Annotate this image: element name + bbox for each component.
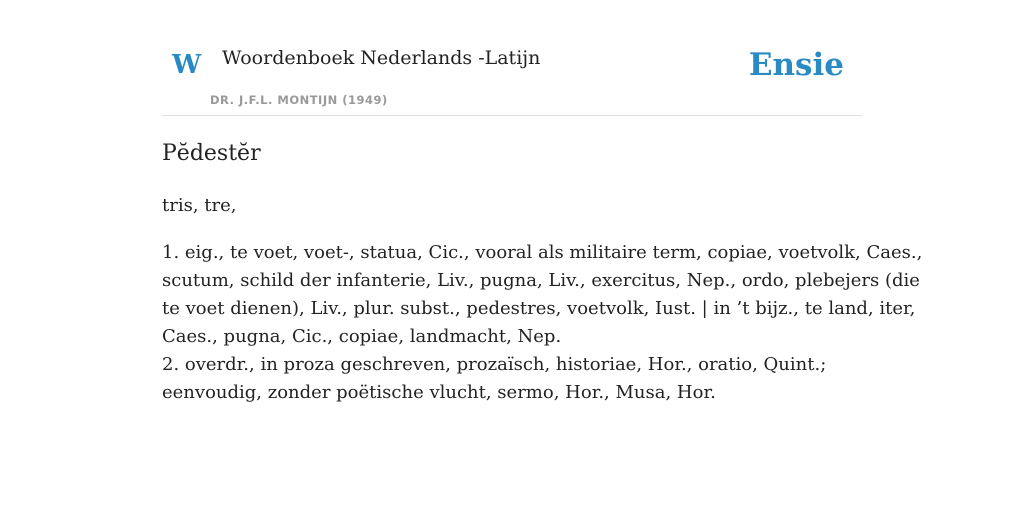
book-author: DR. J.F.L. MONTIJN (1949) bbox=[210, 93, 388, 107]
page-container bbox=[162, 0, 923, 403]
definition-line: eenvoudig, zonder poëtische vlucht, sermo, Hor., Musa, Hor. bbox=[162, 382, 716, 403]
definition-line: Caes., pugna, Cic., copiae, landmacht, Nep. bbox=[162, 326, 562, 347]
entry-title: Pĕdestĕr bbox=[162, 141, 261, 166]
entry-grammar: tris, tre, bbox=[162, 195, 237, 216]
definition-line: te voet dienen), Liv., plur. subst., pedestres, voetvolk, Iust. | in ’t bijz., te land, iter, bbox=[162, 298, 916, 319]
definition-line: scutum, schild der infanterie, Liv., pugna, Liv., exercitus, Nep., ordo, plebejers (die bbox=[162, 270, 920, 291]
ensie-logo-link[interactable]: Ensie bbox=[748, 47, 844, 83]
definition-line: 1. eig., te voet, voet-, statua, Cic., vooral als militaire term, copiae, voetvolk, Caes., bbox=[162, 242, 923, 263]
definition-line: 2. overdr., in proza geschreven, prozaïsch, historiae, Hor., oratio, Quint.; bbox=[162, 354, 827, 375]
book-title[interactable]: Woordenboek Nederlands -Latijn bbox=[222, 47, 541, 69]
book-logo-icon[interactable]: W bbox=[172, 50, 202, 80]
entry-definition bbox=[162, 239, 923, 407]
header bbox=[162, 0, 862, 116]
